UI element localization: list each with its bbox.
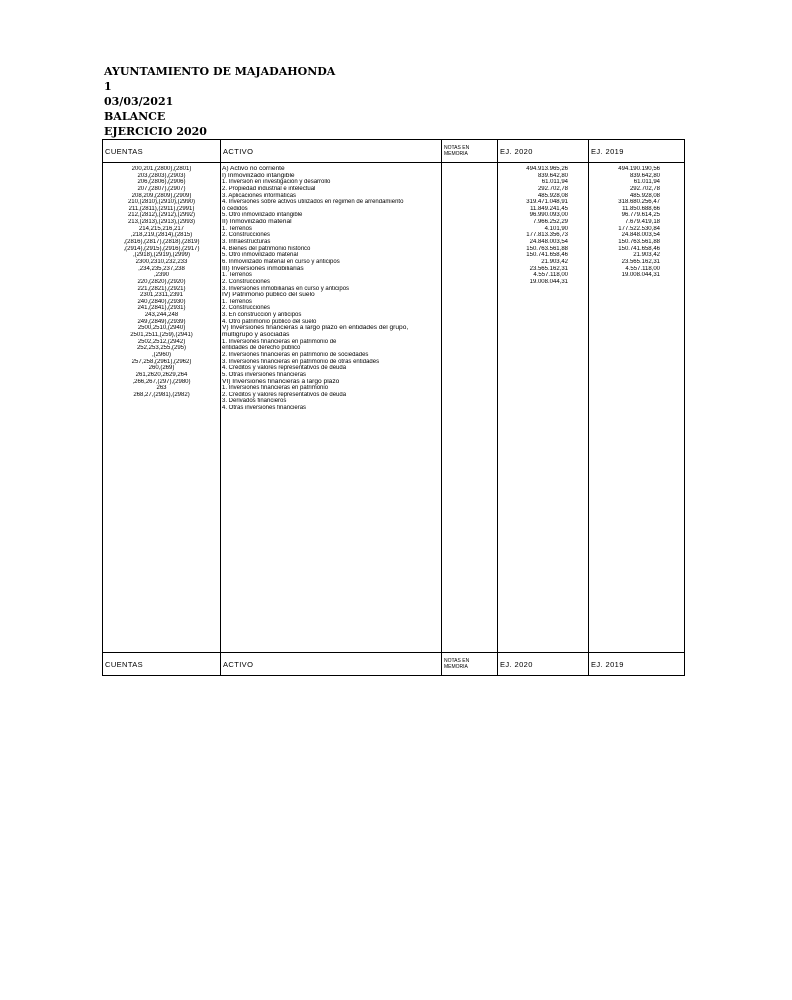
ej2019-value: 292.702,78 — [629, 185, 660, 192]
ej2020-value: 61.011,94 — [541, 179, 568, 186]
ej2019-value: 21.903,42 — [633, 252, 660, 259]
ej2019-value: 485.928,08 — [629, 192, 660, 199]
activo-cell: entidades de derecho público — [222, 345, 301, 352]
ej2019-value: 150.741.658,46 — [618, 245, 660, 252]
activo-cell: 2. Construcciones — [222, 305, 271, 312]
ej2019-value: 318.680.256,47 — [618, 199, 660, 206]
balance-table — [102, 139, 685, 676]
col-header-cuentas: CUENTAS — [103, 140, 221, 163]
cuentas-cell: 2301,2311,2391 — [140, 292, 183, 299]
activo-cell: IV) Patrimonio público del suelo — [222, 292, 315, 299]
cuentas-column — [103, 163, 221, 653]
cuentas-cell: 252,253,255,(295) — [136, 345, 187, 352]
cuentas-cell: 240,(2840),(2930) — [137, 298, 186, 305]
activo-cell: 3. Derivados financieros — [222, 398, 287, 405]
report-date: 03/03/2021 — [104, 95, 174, 108]
activo-cell: 3. Inversiones financieras en patrimonio de otras entidades — [222, 358, 380, 365]
ej2019-value: 24.848.003,54 — [621, 232, 660, 239]
cuentas-cell: 213,(2813),(2913),(2993) — [127, 219, 196, 226]
activo-cell: 1. Inversiones financieras en patrimonio de — [222, 338, 337, 345]
ej2019-value: 19.008.044,31 — [621, 272, 660, 279]
activo-cell: 1. Inversiones financieras en patrimonio — [222, 385, 329, 392]
cuentas-cell: 203,(2803),(2903) — [137, 172, 186, 179]
ej2019-value: 96.779.614,25 — [621, 212, 660, 219]
activo-cell: VI) Inversiones financieras a largo plazo — [222, 378, 340, 385]
activo-cell: 2. Créditos y valores representativos de deuda — [222, 391, 347, 398]
cuentas-cell: 200,201,(2800),(2801) — [131, 166, 192, 172]
ej2019-value: 7.679.419,18 — [624, 219, 660, 226]
activo-cell: 2. Inversiones financieras en patrimonio de sociedades — [222, 351, 369, 358]
cuentas-cell: 210,(2810),(2910),(2990) — [127, 199, 196, 206]
cuentas-cell: ,(2918),(2919),(2999) — [132, 252, 191, 259]
activo-cell: 1. Terrenos — [222, 298, 252, 305]
ej2020-value: 150.741.658,46 — [526, 252, 568, 259]
ej2019-value: 177.522.530,84 — [618, 225, 660, 232]
activo-cell: 1. Terrenos — [222, 225, 252, 232]
ej2019-value: 150.763.561,88 — [618, 239, 660, 246]
cuentas-cell: ,266,267,(297),(2980) — [132, 378, 191, 385]
cuentas-cell: 2300,2310,232,233 — [135, 258, 188, 265]
cuentas-cell: ,234,235,237,238 — [138, 265, 185, 272]
activo-cell: A) Activo no corriente — [222, 166, 285, 172]
activo-cell: 2. Construcciones — [222, 232, 271, 239]
activo-cell: 2. Construcciones — [222, 278, 271, 285]
cuentas-cell: ,2390 — [153, 272, 169, 279]
activo-cell: 1. Terrenos — [222, 272, 252, 279]
cuentas-cell: 220,(2820),(2920) — [137, 278, 186, 285]
ej2019-value: 61.011,94 — [633, 179, 660, 186]
notas-line-1: NOTAS EN — [444, 658, 470, 664]
activo-cell: 4. Bienes del patrimonio histórico — [222, 245, 311, 252]
activo-cell: 3. Aplicaciones informáticas — [222, 192, 297, 199]
table-header-bottom — [103, 653, 685, 676]
col-footer-activo: ACTIVO — [221, 653, 442, 676]
ej2020-value: 4.557.118,00 — [533, 272, 568, 279]
activo-cell: II) Inmovilizado material — [222, 219, 292, 226]
cuentas-cell: 249,(2849),(2939) — [137, 318, 186, 325]
ej2020-value: 177.813.356,73 — [526, 232, 568, 239]
cuentas-cell: 257,258,(2961),(2962) — [131, 358, 192, 365]
activo-cell: 4. Créditos y valores representativos de deuda — [222, 365, 347, 372]
cuentas-cell: ,(2914),(2915),(2916),(2917) — [123, 245, 200, 252]
ej2020-value: 494.913.965,26 — [526, 166, 568, 172]
cuentas-cell: ,(2816),(2817),(2818),(2819) — [123, 239, 200, 246]
cuentas-cell: 261,2620,2629,264 — [135, 371, 188, 378]
cuentas-cell: 2501,2511,(259),(2941) — [130, 332, 193, 339]
ej2020-value: 21.903,42 — [541, 258, 568, 265]
col-footer-cuentas: CUENTAS — [103, 653, 221, 676]
activo-cell: V) Inversiones financieras a largo plazo en entidades del grupo, — [222, 325, 409, 332]
col-header-notas — [442, 140, 498, 163]
activo-cell: 4. Inversiones sobre activos utilizados en régimen de arrendamiento — [222, 199, 404, 206]
cuentas-cell: 207,(2807),(2907) — [137, 185, 186, 192]
activo-cell: 5. Otras inversiones financieras — [222, 371, 307, 378]
cuentas-cell: ,(2960) — [151, 351, 171, 358]
page-number: 1 — [104, 80, 112, 93]
cuentas-cell: 268,27,(2981),(2982) — [133, 391, 190, 398]
cuentas-cell: 221,(2821),(2921) — [137, 285, 186, 292]
ej2020-value: 19.008.044,31 — [529, 278, 568, 285]
notas-column — [442, 163, 498, 653]
ej2019-value: 839.642,80 — [629, 172, 660, 179]
cuentas-cell: 260,(269) — [148, 365, 175, 372]
report-title: BALANCE — [104, 110, 166, 123]
col-footer-notas — [442, 653, 498, 676]
cuentas-cell: 212,(2812),(2912),(2992) — [127, 212, 196, 219]
col-footer-ej2019: EJ. 2019 — [589, 653, 685, 676]
ej2019-value: 11.850.688,66 — [622, 205, 660, 212]
col-footer-ej2020: EJ. 2020 — [498, 653, 589, 676]
col-header-ej2019: EJ. 2019 — [589, 140, 685, 163]
ej2020-value: 11.849.241,45 — [530, 205, 568, 212]
activo-cell: 5. Otro inmovilizado intangible — [222, 212, 303, 219]
activo-cell: 3. Infraestructuras — [222, 239, 271, 246]
activo-cell: o cedidos — [222, 205, 248, 212]
col-header-ej2020: EJ. 2020 — [498, 140, 589, 163]
ej2019-value: 4.557.118,00 — [625, 265, 660, 272]
activo-cell: 3. En construcción y anticipos — [222, 312, 302, 319]
ej2020-value: 7.966.252,29 — [532, 219, 568, 226]
notas-line-2: MEMORIA — [444, 151, 468, 157]
report-ejercicio: EJERCICIO 2020 — [104, 125, 207, 138]
cuentas-cell: 2502,2512,(2942) — [137, 338, 186, 345]
activo-cell: I) Inmovilizado intangible — [222, 172, 295, 179]
cuentas-cell: 241,(2841),(2931) — [137, 305, 186, 312]
activo-cell: III) Inversiones inmobiliarias — [222, 265, 304, 272]
cuentas-cell: 214,215,216,217 — [138, 225, 185, 232]
report-header — [104, 64, 335, 139]
organization-name: AYUNTAMIENTO DE MAJADAHONDA — [104, 65, 336, 78]
table-header-top — [103, 140, 685, 163]
cuentas-cell: 263 — [156, 385, 167, 392]
ej2020-value: 292.702,78 — [537, 185, 568, 192]
ej2020-value: 839.642,80 — [537, 172, 568, 179]
cuentas-cell: 208,209,(2809),(2909) — [131, 192, 192, 199]
activo-cell: 5. Otro inmovilizado material — [222, 252, 299, 259]
cuentas-cell: 2500,2510,(2940) — [137, 325, 186, 332]
ej2019-column — [589, 163, 685, 653]
ej2020-value: 96.990.093,00 — [529, 212, 568, 219]
activo-cell: 2. Propiedad industrial e intelectual — [222, 185, 316, 192]
ej2019-value: 23.565.162,31 — [621, 258, 660, 265]
activo-cell: multigrupo y asociadas — [222, 332, 290, 339]
ej2020-value: 4.101,90 — [544, 225, 568, 232]
cuentas-cell: ,218,219,(2814),(2815) — [130, 232, 193, 239]
ej2020-value: 150.763.561,88 — [526, 245, 568, 252]
ej2020-value: 485.928,08 — [537, 192, 568, 199]
ej2020-value: 24.848.003,54 — [529, 239, 568, 246]
cuentas-cell: 211,(2811),(2911),(2991) — [128, 205, 195, 212]
activo-cell: 6. Inmovilizado material en curso y anticipos — [222, 258, 340, 265]
col-header-activo: ACTIVO — [221, 140, 442, 163]
cuentas-cell: 206,(2806),(2906) — [137, 179, 186, 186]
notas-line-1: NOTAS EN — [444, 145, 470, 151]
ej2020-value: 23.565.162,31 — [529, 265, 568, 272]
activo-cell: 1. Inversión en investigación y desarrollo — [222, 179, 331, 186]
cuentas-cell: 243,244,248 — [144, 312, 179, 319]
ej2019-value: 494.190.190,56 — [618, 166, 660, 172]
activo-cell: 3. Inversiones inmobiliarias en curso y anticipos — [222, 285, 350, 292]
table-body — [103, 163, 685, 653]
ej2020-column — [498, 163, 589, 653]
notas-line-2: MEMORIA — [444, 664, 468, 670]
activo-cell: 4. Otras inversiones financieras — [222, 405, 307, 412]
activo-cell: 4. Otro patrimonio público del suelo — [222, 318, 317, 325]
ej2020-value: 319.471.048,91 — [526, 199, 568, 206]
activo-column — [221, 163, 442, 653]
